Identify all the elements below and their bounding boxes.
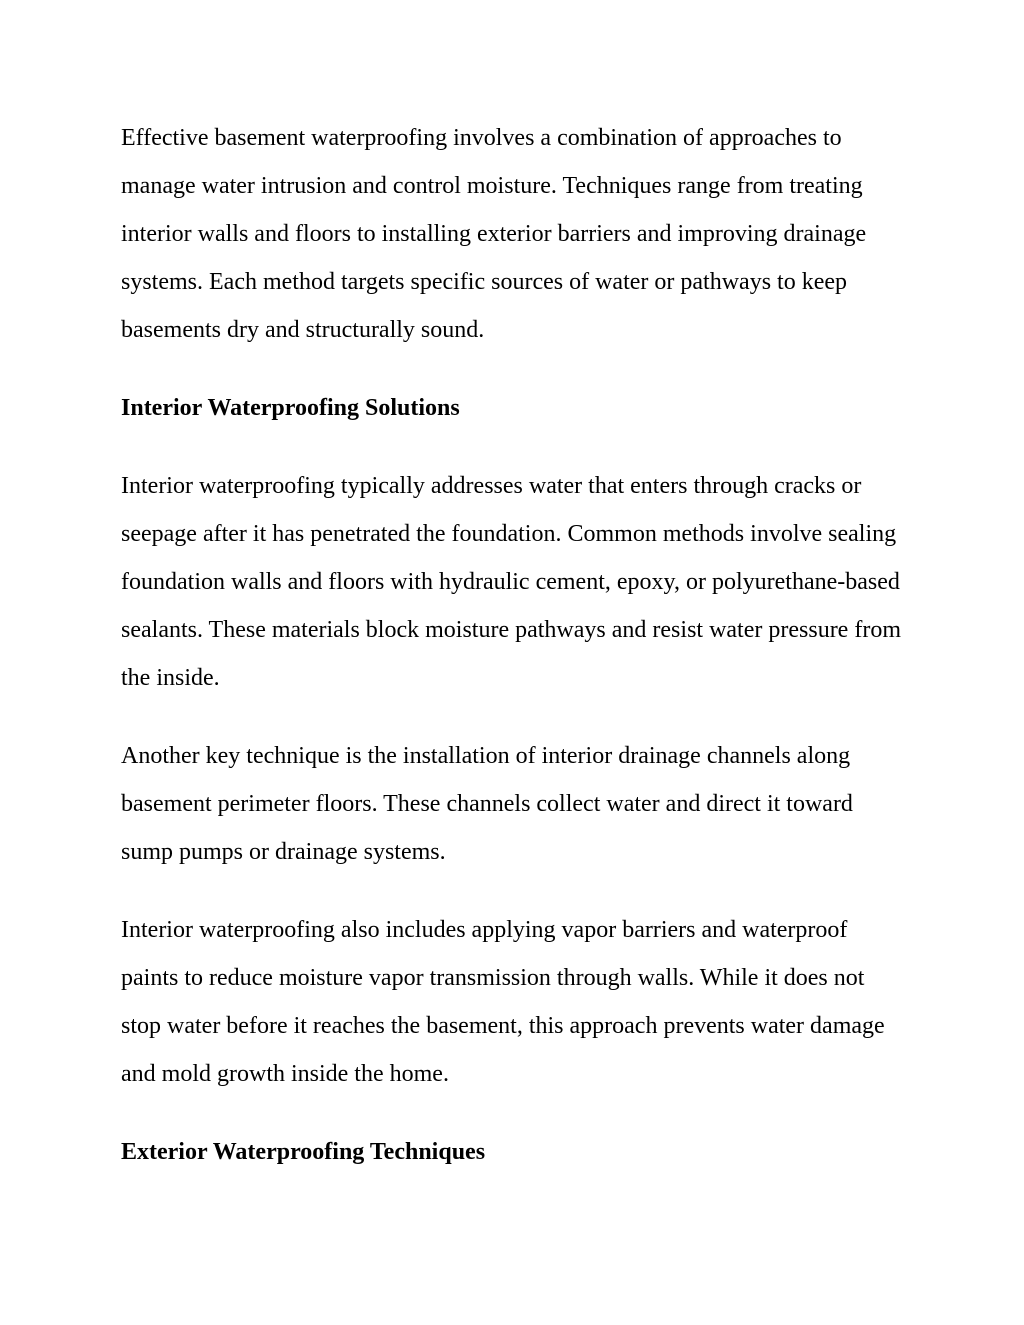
section-heading-exterior-waterproofing: Exterior Waterproofing Techniques: [121, 1139, 486, 1165]
paragraph-vapor-barriers: Interior waterproofing also includes applying vapor barriers and waterproof paints to reduce moisture vapor transmission through walls. While it does not stop water before it reaches the basement, this approach prevents water damage and mold growth inside the home.: [121, 917, 885, 1087]
paragraph-intro: Effective basement waterproofing involves a combination of approaches to manage water intrusion and control moisture. Techniques range from treating interior walls and floors to installing exterior barriers and improving drainage systems. Each method targets specific sources of water or pathways to keep basements dry and structurally sound.: [121, 125, 867, 343]
paragraph-interior-methods: Interior waterproofing typically addresses water that enters through cracks or seepage after it has penetrated the foundation. Common methods involve sealing foundation walls and floors with hydraulic cement, epoxy, or polyurethane-based sealants. These materials block moisture pathways and resist water pressure from the inside.: [121, 473, 901, 691]
section-heading-interior-waterproofing: Interior Waterproofing Solutions: [121, 395, 460, 421]
paragraph-drainage-channels: Another key technique is the installation of interior drainage channels along basement perimeter floors. These channels collect water and direct it toward sump pumps or drainage systems.: [121, 743, 853, 865]
